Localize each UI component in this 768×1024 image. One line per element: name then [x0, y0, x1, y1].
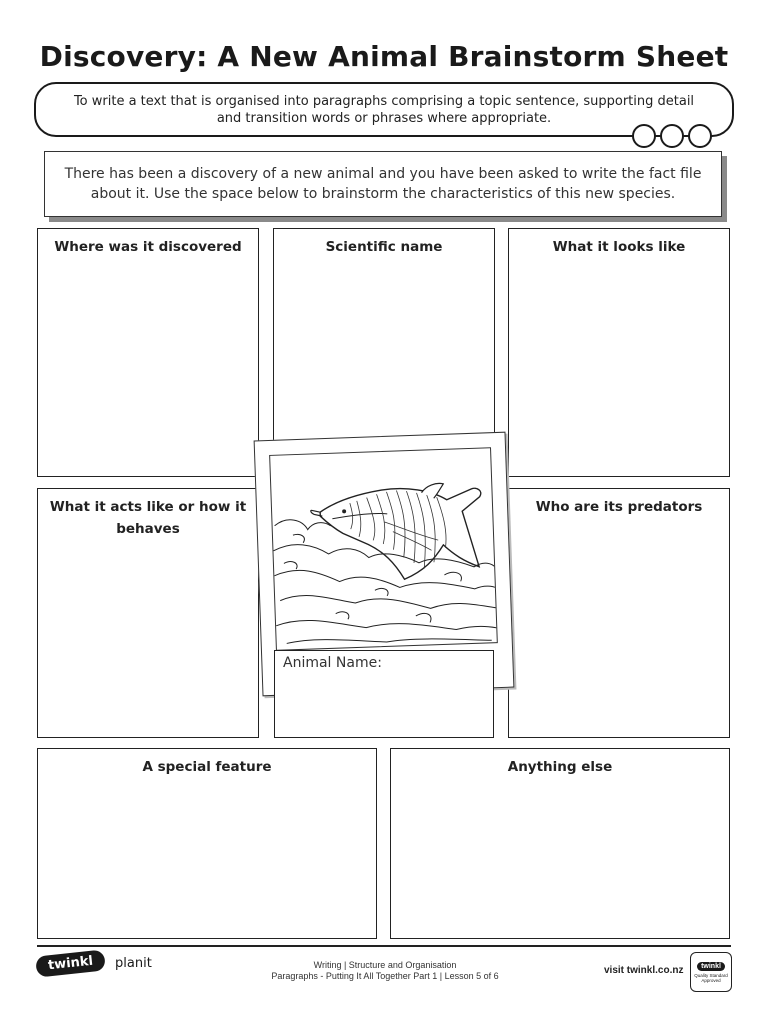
animal-name-box[interactable]	[274, 650, 494, 738]
twinkl-logo: twinkl	[35, 949, 106, 977]
objective-circles	[632, 124, 712, 148]
animal-name-label: Animal Name:	[283, 655, 382, 671]
circle-icon	[660, 124, 684, 148]
intro-box	[44, 151, 722, 217]
footer-line-2: Paragraphs - Putting It All Together Part 1 | Lesson 5 of 6	[271, 971, 499, 981]
looks-like-label: What it looks like	[552, 239, 686, 255]
predators-box[interactable]	[508, 488, 730, 738]
special-feature-box[interactable]	[37, 748, 377, 939]
predators-label: Who are its predators	[535, 499, 703, 515]
quality-badge	[690, 952, 732, 992]
learning-objective	[34, 82, 734, 137]
anything-else-box[interactable]	[390, 748, 730, 939]
where-discovered-box[interactable]	[37, 228, 259, 477]
scientific-name-label: Scientific name	[325, 239, 443, 255]
looks-like-box[interactable]	[508, 228, 730, 477]
footer-lesson-info	[230, 960, 540, 982]
dolphin-illustration	[269, 447, 498, 651]
behaviour-box[interactable]	[37, 488, 259, 738]
footer-divider	[37, 945, 731, 947]
badge-title: twinkl	[697, 962, 725, 971]
anything-else-label: Anything else	[507, 759, 613, 775]
circle-icon	[632, 124, 656, 148]
learning-objective-text: To write a text that is organised into paragraphs comprising a topic sentence, supporting detail and transition words or phrases where appropriate.	[73, 93, 695, 126]
where-discovered-label: Where was it discovered	[54, 239, 242, 255]
footer-site-link[interactable]: visit twinkl.co.nz	[604, 965, 684, 976]
footer-logo	[36, 953, 152, 974]
behaviour-label: What it acts like or how it behaves	[49, 499, 247, 537]
footer-line-1: Writing | Structure and Organisation	[313, 960, 457, 970]
planit-logo: planit	[115, 956, 152, 971]
badge-subtitle: Quality Standard Approved	[694, 972, 728, 983]
page-title: Discovery: A New Animal Brainstorm Sheet	[39, 40, 729, 73]
circle-icon	[688, 124, 712, 148]
special-feature-label: A special feature	[142, 759, 272, 775]
intro-text: There has been a discovery of a new animal and you have been asked to write the fact file about it. Use the space below to brainstorm the characteristics of this new species.	[64, 166, 702, 202]
